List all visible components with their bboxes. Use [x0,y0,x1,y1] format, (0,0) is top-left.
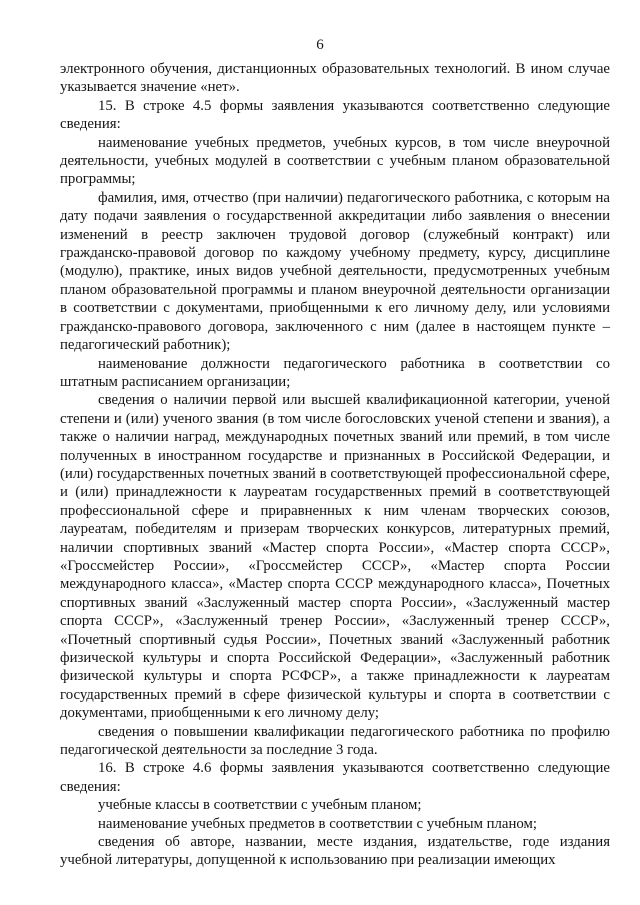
paragraph-item-15-intro: 15. В строке 4.5 формы заявления указываются соответственно следующие сведения: [60,97,610,133]
paragraph-literature: сведения об авторе, названии, месте издания, издательстве, годе издания учебной литературы, допущенной к использованию при реализации имеющих [60,834,610,869]
document-body [60,60,610,870]
paragraph-classes: учебные классы в соответствии с учебным планом; [98,797,422,814]
page-number: 6 [316,37,324,53]
paragraph-teacher-name: фамилия, имя, отчество (при наличии) педагогического работника, с которым на дату подачи заявления о государственной аккредитации либо заявления о внесении изменений в реестр заключен трудовой договор (служебный контракт) или гражданско-правовой договор по каждому учебному предмету, курсу, дисциплине (модулю), практике, иных видов учебной деятельности, предусмотренных учебным планом образовательной программы и планом внеурочной деятельности организации в соответствии с документами, приобщенными к его личному делу, или условиями гражданско-правового договора, заключенного с ним (далее в настоящем пункте – педагогический работник); [60,189,610,354]
paragraph-subjects: наименование учебных предметов, учебных курсов, в том числе внеурочной деятельности, учебных модулей в соответствии с учебным планом образовательной программы; [60,134,610,188]
paragraph-position: наименование должности педагогического работника в соответствии со штатным расписанием организации; [60,355,610,390]
paragraph-item-16-intro: 16. В строке 4.6 формы заявления указываются соответственно следующие сведения: [60,760,610,795]
paragraph-continuation: электронного обучения, дистанционных образовательных технологий. В ином случае указывается значение «нет». [60,61,610,96]
paragraph-qualifications: сведения о наличии первой или высшей квалификационной категории, ученой степени и (или) ученого звания (в том числе богословских ученой степени и звания), а также о наличии наград, международных почетных званий или премий, в том числе полученных в иностранном государстве и признанных в Российской Федерации, и (или) государственных почетных званий в соответствующей профессиональной сфере, и (или) принадлежности к лауреатам государственных премий в соответствующей профессиональной сфере и приравненных к ним членам творческих союзов, лауреатам, победителям и призерам творческих конкурсов, литературных премий, наличии спортивных званий «Мастер спорта России», «Мастер спорта СССР», «Гроссмейстер России», «Гроссмейстер СССР», «Мастер спорта России международного класса», «Мастер спорта СССР международного класса», Почетных спортивных званий «Заслуженный мастер спорта России», «Заслуженный мастер спорта СССР», «Заслуженный тренер России», «Заслуженный тренер СССР», «Почетный спортивный судья России», Почетных званий «Заслуженный работник физической культуры и спорта Российской Федерации», «Заслуженный работник физической культуры и спорта РСФСР», а также принадлежности к лауреатам государственных премий в сфере физической культуры и спорта в соответствии с документами, приобщенными к его личному делу; [60,392,610,722]
paragraph-subject-names: наименование учебных предметов в соответствии с учебным планом; [98,815,538,832]
paragraph-training: сведения о повышении квалификации педагогического работника по профилю педагогической деятельности за последние 3 года. [60,723,610,759]
